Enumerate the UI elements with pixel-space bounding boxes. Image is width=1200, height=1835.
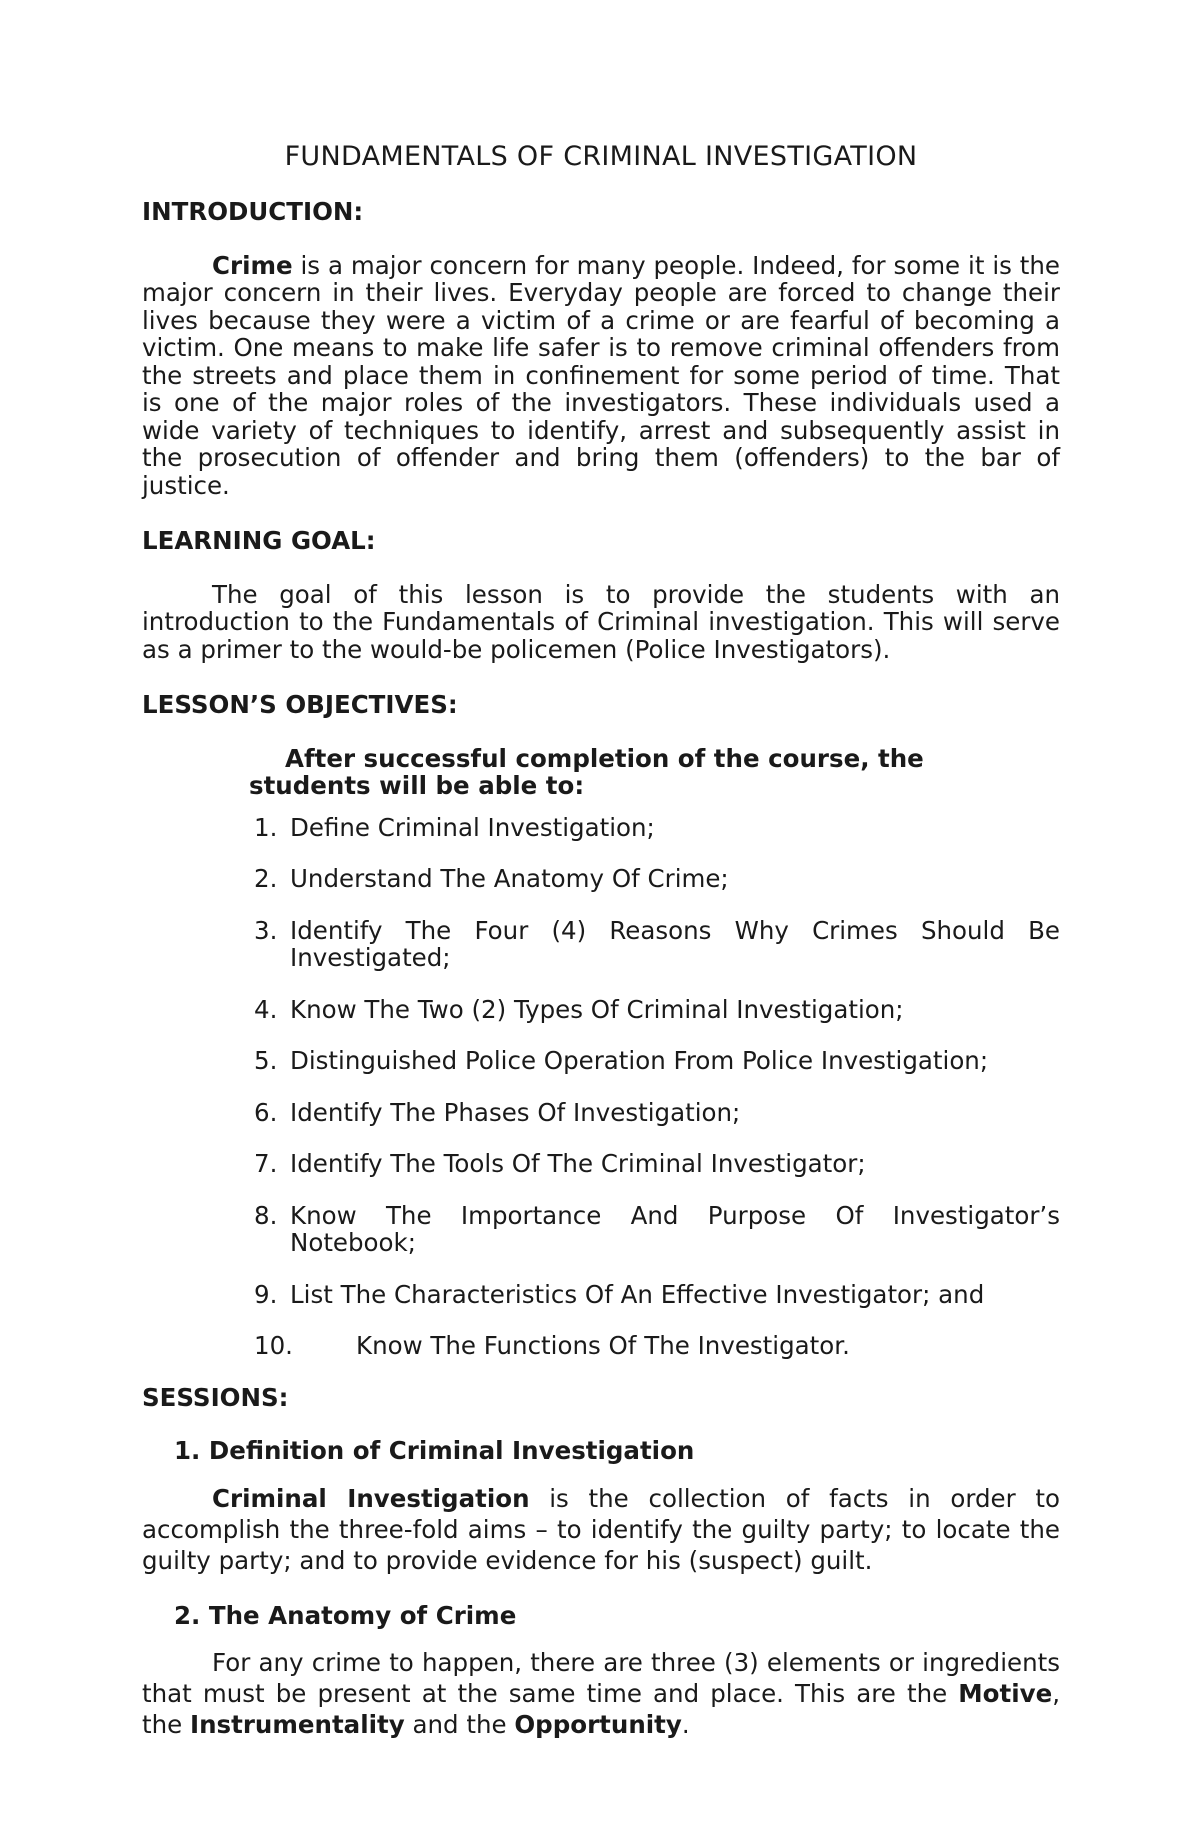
list-item-text: Define Criminal Investigation;	[290, 812, 655, 842]
session-2-title: 2. The Anatomy of Crime	[174, 1600, 517, 1630]
list-item-text: Understand The Anatomy Of Crime;	[290, 864, 729, 893]
list-item	[254, 1047, 1060, 1075]
list-item-number: 6.	[254, 1097, 278, 1127]
opportunity-term: Opportunity	[514, 1710, 682, 1739]
list-item-text: List The Characteristics Of An Effective Investigator; and	[290, 1279, 985, 1309]
list-item-number: 10.	[254, 1331, 293, 1360]
criminal-investigation-term: Criminal Investigation	[212, 1483, 530, 1513]
session-1-paragraph	[142, 1483, 1060, 1576]
separator-text: , the	[142, 1679, 1060, 1739]
separator-text: and the	[404, 1710, 515, 1739]
list-item-number: 1.	[254, 812, 278, 842]
list-item-number: 7.	[254, 1149, 278, 1178]
sessions-heading: SESSIONS:	[142, 1382, 289, 1412]
list-item	[254, 996, 1060, 1024]
list-item-text: Identify The Four (4) Reasons Why Crimes Should Be Investigated;	[290, 915, 1060, 972]
list-item	[254, 814, 1060, 842]
objectives-heading: LESSON’S OBJECTIVES:	[142, 690, 458, 719]
session-1-text: is the collection of facts in order to accomplish the three-fold aims – to identify the guilty party; to locate the guilty party; and to provide evidence for his (suspect) guilt.	[142, 1483, 1060, 1575]
session-1-title: 1. Definition of Criminal Investigation	[174, 1436, 695, 1465]
objectives-list	[142, 814, 1060, 1360]
session-2-paragraph	[142, 1647, 1060, 1740]
list-item-number: 5.	[254, 1046, 278, 1075]
list-item	[254, 1150, 1060, 1178]
learning-goal-heading: LEARNING GOAL:	[142, 526, 376, 555]
objectives-lead: After successful completion of the course, the students will be able to:	[249, 743, 924, 800]
motive-term: Motive	[958, 1679, 1053, 1708]
list-item	[254, 865, 1060, 893]
introduction-text: is a major concern for many people. Indeed, for some it is the major concern in their lives. Everyday people are forced to change their lives because they were a victim of a crime or are fearful of becoming a victim. One means to make life safer is to remove criminal offenders from the streets and place them in confinement for some period of time. That is one of the major roles of the investigators. These individuals used a wide variety of techniques to identify, arrest and subsequently assist in the prosecution of offender and bring them (offenders) to the bar of justice.	[142, 250, 1060, 500]
list-item-text: Know The Two (2) Types Of Criminal Investigation;	[290, 994, 904, 1024]
instrumentality-term: Instrumentality	[190, 1710, 405, 1739]
list-item-number: 3.	[254, 915, 278, 945]
introduction-heading: INTRODUCTION:	[142, 197, 364, 226]
learning-goal-paragraph: The goal of this lesson is to provide the students with an introduction to the Fundamentals of Criminal investigation. This will serve as a primer to the would-be policemen (Police Investigators).	[142, 579, 1060, 664]
list-item	[254, 1281, 1060, 1309]
list-item-text: Know The Importance And Purpose Of Investigator’s Notebook;	[290, 1200, 1060, 1257]
list-item	[254, 1332, 1060, 1360]
list-item-number: 9.	[254, 1279, 278, 1309]
document-content	[142, 142, 1060, 1766]
list-item	[254, 917, 1060, 972]
list-item-text: Distinguished Police Operation From Police Investigation;	[290, 1046, 989, 1075]
end-punctuation: .	[681, 1710, 690, 1739]
list-item-number: 4.	[254, 994, 278, 1024]
list-item-text: Know The Functions Of The Investigator.	[356, 1331, 850, 1360]
session-2-text: For any crime to happen, there are three (3) elements or ingredients that must be present at the same time and place. This are the	[142, 1648, 1060, 1708]
document-title: FUNDAMENTALS OF CRIMINAL INVESTIGATION	[284, 141, 918, 172]
list-item-text: Identify The Phases Of Investigation;	[290, 1097, 741, 1127]
list-item-number: 8.	[254, 1200, 278, 1230]
crime-term: Crime	[212, 250, 293, 280]
list-item-text: Identify The Tools Of The Criminal Investigator;	[290, 1149, 866, 1178]
list-item	[254, 1202, 1060, 1257]
introduction-paragraph	[142, 252, 1060, 500]
list-item	[254, 1099, 1060, 1127]
list-item-number: 2.	[254, 864, 278, 893]
